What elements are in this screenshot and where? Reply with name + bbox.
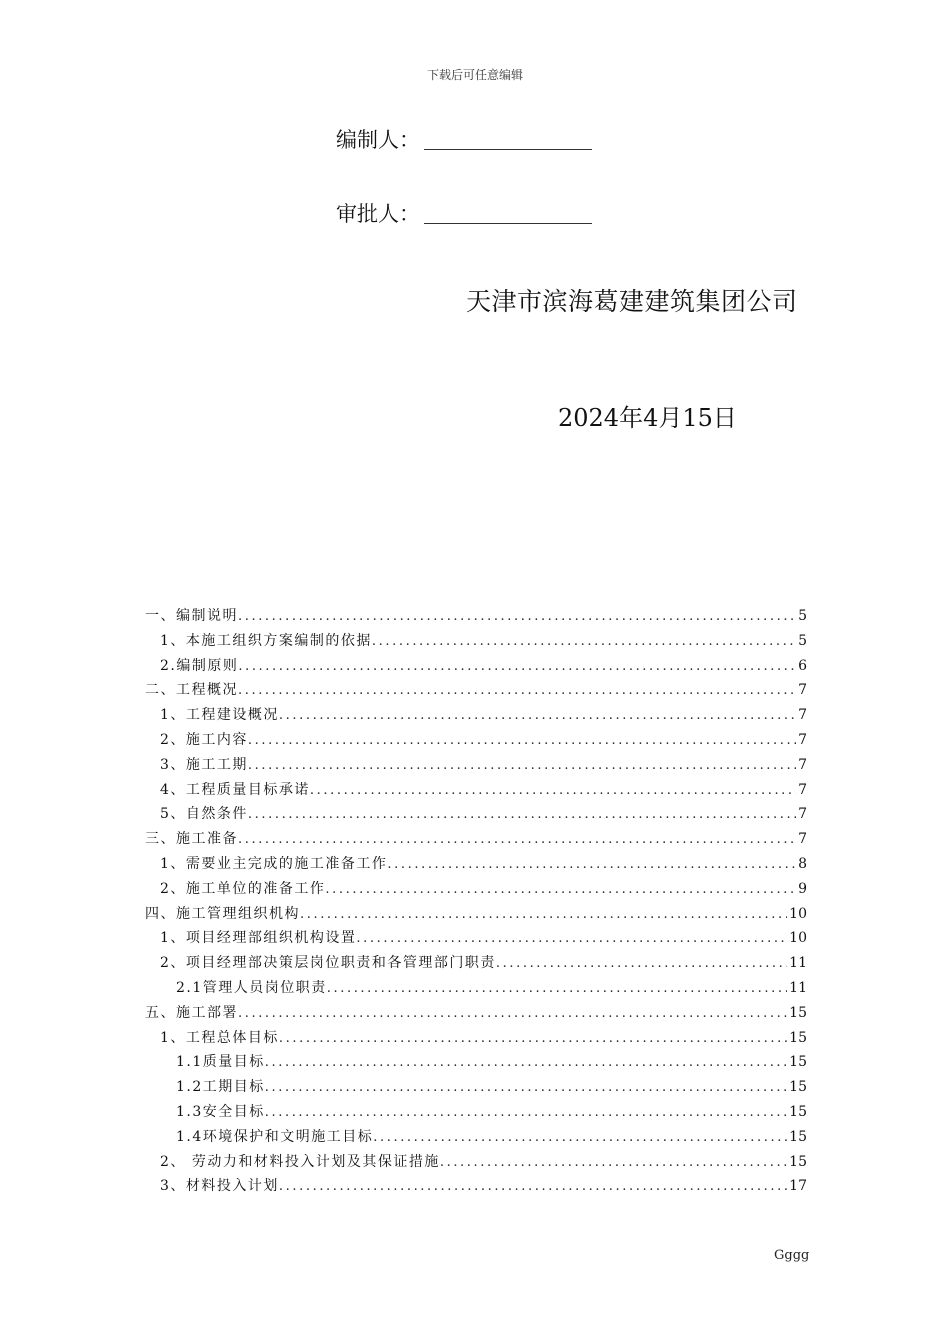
toc-entry-page: 15 <box>789 1103 807 1120</box>
toc-dot-leader <box>265 1101 787 1125</box>
toc-dot-leader <box>238 655 796 679</box>
toc-entry-page: 5 <box>798 608 807 624</box>
approver-label: 审批人： <box>336 202 420 226</box>
toc-entry-title: 三、施工准备 <box>145 831 238 848</box>
toc-entry-title: 2、施工单位的准备工作 <box>160 880 326 897</box>
toc-entry-page: 10 <box>789 930 807 947</box>
toc-entry-title: 1.1质量目标 <box>176 1054 265 1071</box>
toc-dot-leader <box>238 605 796 629</box>
toc-entry-page: 7 <box>798 682 807 699</box>
toc-entry[interactable] <box>145 802 807 827</box>
editor-signature-row <box>336 124 592 154</box>
footer-code: Gggg <box>774 1248 810 1263</box>
toc-entry-page: 17 <box>789 1178 807 1195</box>
toc-dot-leader <box>248 754 796 778</box>
toc-entry[interactable] <box>145 678 807 703</box>
toc-dot-leader <box>238 1002 787 1026</box>
toc-dot-leader <box>310 779 796 803</box>
toc-entry-title: 1.3安全目标 <box>176 1103 265 1120</box>
toc-entry[interactable] <box>145 703 807 728</box>
toc-entry-title: 一、编制说明 <box>145 608 238 624</box>
toc-entry-page: 15 <box>789 1079 807 1096</box>
toc-dot-leader <box>440 1151 787 1175</box>
toc-entry-page: 7 <box>798 781 807 798</box>
toc-entry-title: 2、项目经理部决策层岗位职责和各管理部门职责 <box>160 955 496 972</box>
toc-entry[interactable] <box>145 1174 807 1199</box>
toc-entry[interactable] <box>145 827 807 852</box>
toc-entry-title: 3、材料投入计划 <box>160 1178 279 1195</box>
toc-entry-title: 1.2工期目标 <box>176 1079 265 1096</box>
toc-entry-title: 3、施工工期 <box>160 756 248 773</box>
toc-dot-leader <box>248 729 796 753</box>
toc-entry[interactable] <box>145 1050 807 1075</box>
toc-entry[interactable] <box>145 654 807 679</box>
toc-entry-page: 15 <box>789 1153 807 1170</box>
toc-entry[interactable] <box>145 976 807 1001</box>
toc-entry[interactable] <box>145 877 807 902</box>
toc-dot-leader <box>327 977 787 1001</box>
toc-entry[interactable] <box>145 778 807 803</box>
toc-dot-leader <box>265 1076 787 1100</box>
document-date: 2024年4月15日 <box>558 404 737 432</box>
toc-entry-page: 11 <box>789 979 807 996</box>
toc-entry[interactable] <box>145 902 807 927</box>
toc-entry[interactable] <box>145 753 807 778</box>
toc-entry-page: 15 <box>789 1029 807 1046</box>
editor-signature-line <box>424 131 592 150</box>
toc-entry-title: 1.4环境保护和文明施工目标 <box>176 1128 374 1145</box>
toc-entry-page: 7 <box>798 731 807 748</box>
toc-dot-leader <box>372 630 796 654</box>
toc-entry-page: 7 <box>798 707 807 724</box>
toc-entry-title: 1、本施工组织方案编制的依据 <box>160 632 372 649</box>
toc-dot-leader <box>248 803 796 827</box>
toc-entry[interactable] <box>145 852 807 877</box>
toc-entry-page: 7 <box>798 806 807 823</box>
toc-entry[interactable] <box>145 604 807 629</box>
toc-entry-title: 4、工程质量目标承诺 <box>160 781 310 798</box>
toc-entry[interactable] <box>145 926 807 951</box>
toc-entry-title: 四、施工管理组织机构 <box>145 905 300 922</box>
toc-entry-page: 10 <box>789 905 807 922</box>
toc-dot-leader <box>279 704 796 728</box>
editor-label: 编制人： <box>336 128 420 152</box>
header-note: 下载后可任意编辑 <box>426 68 523 82</box>
toc-entry[interactable] <box>145 1100 807 1125</box>
toc-entry-page: 7 <box>798 756 807 773</box>
toc-entry[interactable] <box>145 1075 807 1100</box>
toc-entry-page: 15 <box>789 1054 807 1071</box>
toc-entry-title: 1、工程建设概况 <box>160 707 279 724</box>
toc-dot-leader <box>325 878 796 902</box>
toc-entry-title: 2.编制原则 <box>160 657 239 674</box>
toc-dot-leader <box>373 1126 787 1150</box>
toc-entry-title: 1、工程总体目标 <box>160 1029 279 1046</box>
toc-entry-title: 2、施工内容 <box>160 731 248 748</box>
approver-signature-row <box>336 198 592 228</box>
toc-entry[interactable] <box>145 1026 807 1051</box>
toc-entry-title: 2、 劳动力和材料投入计划及其保证措施 <box>160 1153 440 1170</box>
toc-entry-title: 五、施工部署 <box>145 1004 238 1021</box>
toc-entry[interactable] <box>145 728 807 753</box>
toc-entry[interactable] <box>145 629 807 654</box>
toc-dot-leader <box>387 853 796 877</box>
table-of-contents <box>145 604 807 1199</box>
toc-dot-leader <box>279 1027 787 1051</box>
toc-entry-page: 8 <box>798 855 807 872</box>
company-name: 天津市滨海葛建建筑集团公司 <box>466 287 798 316</box>
toc-entry-page: 15 <box>789 1128 807 1145</box>
toc-entry-title: 1、项目经理部组织机构设置 <box>160 930 357 947</box>
toc-dot-leader <box>265 1051 787 1075</box>
toc-entry-page: 9 <box>798 880 807 897</box>
toc-dot-leader <box>496 952 787 976</box>
toc-entry-page: 5 <box>798 632 807 649</box>
toc-dot-leader <box>238 679 796 703</box>
toc-entry-title: 5、自然条件 <box>160 806 248 823</box>
toc-dot-leader <box>356 927 787 951</box>
toc-entry-page: 6 <box>798 657 807 674</box>
toc-entry-page: 7 <box>798 831 807 848</box>
toc-entry-title: 二、工程概况 <box>145 682 238 699</box>
toc-entry-page: 11 <box>789 955 807 972</box>
toc-entry-page: 15 <box>789 1004 807 1021</box>
toc-entry[interactable] <box>145 1150 807 1175</box>
toc-dot-leader <box>300 903 787 927</box>
toc-entry[interactable] <box>145 1001 807 1026</box>
toc-entry[interactable] <box>145 1125 807 1150</box>
toc-dot-leader <box>279 1175 787 1199</box>
approver-signature-line <box>424 205 592 224</box>
toc-entry[interactable] <box>145 951 807 976</box>
toc-entry-title: 1、需要业主完成的施工准备工作 <box>160 855 388 872</box>
toc-dot-leader <box>238 828 796 852</box>
toc-entry-title: 2.1管理人员岗位职责 <box>176 979 327 996</box>
